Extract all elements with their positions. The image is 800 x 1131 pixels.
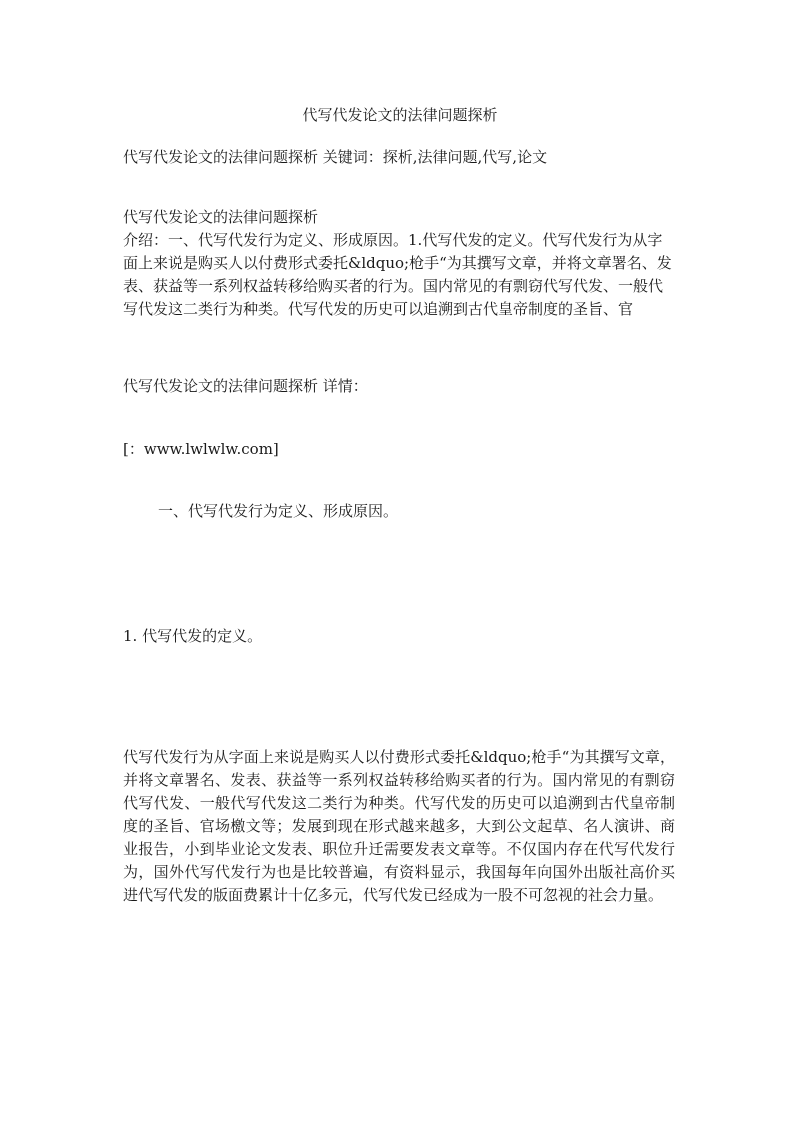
- detail-line: 代写代发论文的法律问题探析 详情：: [123, 377, 368, 395]
- document-title: 代写代发论文的法律问题探析: [302, 106, 498, 124]
- abstract-body: 介绍：一、代写代发行为定义、形成原因。1.代写代发的定义。代写代发行为从字面上来说是购买人以付费形式委托&ldquo;枪手“为其撰写文章，并将文章署名、发表、获益等一系列权益转移给购买者的行为。国内常见的有剽窃代写代发、一般代写代发这二类行为种类。代写代发的历史可以追溯到古代皇帝制度的圣旨、官: [123, 231, 672, 318]
- keywords-line: 代写代发论文的法律问题探析 关键词：探析,法律问题,代写,论文: [123, 148, 548, 166]
- section-heading-two: 1. 代写代发的定义。: [123, 627, 263, 645]
- body-paragraph: 代写代发行为从字面上来说是购买人以付费形式委托&ldquo;枪手“为其撰写文章，并将文章署名、发表、获益等一系列权益转移给购买者的行为。国内常见的有剽窃代写代发、一般代写代发这二类行为种类。代写代发的历史可以追溯到古代皇帝制度的圣旨、官场檄文等；发展到现在形式越来越多，大到公文起草、名人演讲、商业报告，小到毕业论文发表、职位升迁需要发表文章等。不仅国内存在代写代发行为，国外代写代发行为也是比较普遍，有资料显示，我国每年向国外出版社高价买进代写代发的版面费累计十亿多元，代写代发已经成为一股不可忽视的社会力量。: [123, 748, 675, 904]
- source-line: [：www.lwlwlw.com]: [123, 440, 279, 458]
- abstract-title: 代写代发论文的法律问题探析: [123, 208, 319, 226]
- section-heading-one: 一、代写代发行为定义、形成原因。: [158, 502, 399, 520]
